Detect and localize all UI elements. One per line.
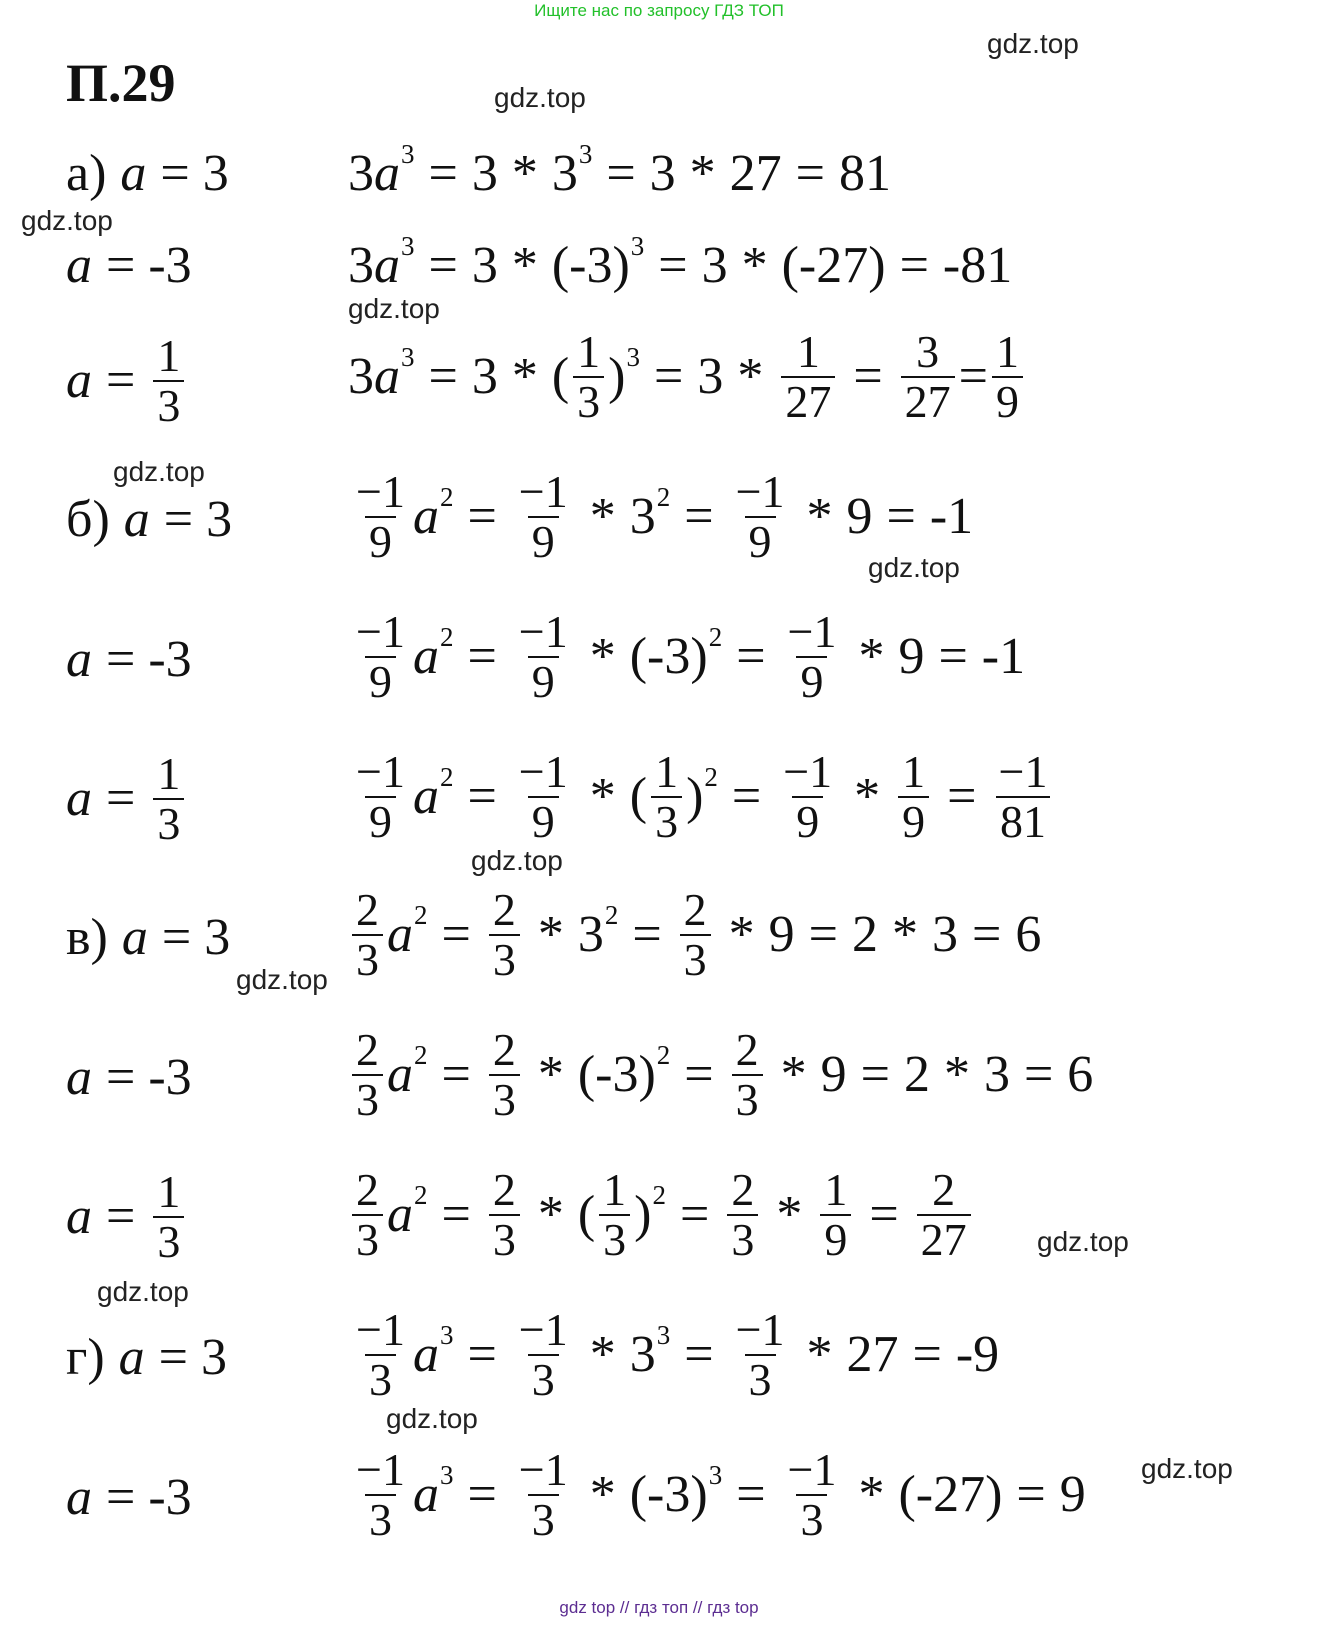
section-v-row1-equation: $\frac{2}{3}$ a $^2$ = $\frac{2}{3}$ * 3 $^2$ = $\frac{2}{3}$ * 9 = 2 * 3 = 6 (348, 886, 1041, 985)
section-g-row2-lhs: a = -3 (66, 1469, 192, 1526)
section-b-row2-equation: $\frac{-1}{9}$ a $^2$ = $\frac{-1}{9}$ * (-3) $^2$ = $\frac{-1}{9}$ * 9 = -1 (356, 606, 1026, 708)
section-b-row2-lhs: a = -3 (66, 631, 192, 688)
watermark: gdz.top (987, 28, 1079, 59)
watermark: gdz.top (1141, 1453, 1233, 1484)
watermark: gdz.top (236, 964, 328, 995)
search-banner: Ищите нас по запросу ГДЗ ТОП (534, 1, 784, 20)
lhs-value: = 3 (160, 145, 229, 202)
section-a-row3-lhs: a = $\frac{1}{3}$ (66, 332, 188, 431)
page-title: П.29 (66, 53, 176, 113)
watermark: gdz.top (1037, 1226, 1129, 1257)
section-b-row1-lhs: б) a = 3 (66, 491, 233, 548)
watermark: gdz.top (113, 456, 205, 487)
section-v-row3-equation: $\frac{2}{3}$ a $^2$ = $\frac{2}{3}$ * ( $\frac{1}{3}$ ) $^2$ = $\frac{2}{3}$ * $\frac{1}{9}$ = $\frac{2}{27}$ (348, 1166, 975, 1265)
section-b-row3-equation: $\frac{-1}{9}$ a $^2$ = $\frac{-1}{9}$ * ( $\frac{1}{3}$ ) $^2$ = $\frac{-1}{9}$ * $\frac{1}{9}$ = $\frac{-1}{81}$ (348, 748, 1055, 847)
section-a-row3-equation: 3 a $^3$ = 3 * ( $\frac{1}{3}$ ) $^3$ = 3 * $\frac{1}{27}$ = $\frac{3}{27}$ = $\frac{1}{9}$ (348, 328, 1027, 427)
watermark: gdz.top (21, 205, 113, 236)
section-label: в) (66, 909, 108, 966)
section-v-row2-lhs: a = -3 (66, 1049, 192, 1106)
section-label: б) (66, 491, 110, 548)
section-b-row3-lhs: a = $\frac{1}{3}$ (66, 750, 188, 849)
section-a-row1-equation: 3 a $^3$ = 3 * 3 $^3$ = 3 * 27 = 81 (348, 138, 891, 202)
section-v-row2-equation: $\frac{2}{3}$ a $^2$ = $\frac{2}{3}$ * (-3) $^2$ = $\frac{2}{3}$ * 9 = 2 * 3 = 6 (348, 1026, 1093, 1125)
section-label: г) (66, 1329, 105, 1386)
watermark: gdz.top (386, 1403, 478, 1434)
section-g-row1-equation: $\frac{-1}{3}$ a $^3$ = $\frac{-1}{3}$ * 3 $^3$ = $\frac{-1}{3}$ * 27 = -9 (356, 1304, 1000, 1406)
section-a-row2-equation: 3 a $^3$ = 3 * (-3) $^3$ = 3 * (-27) = -81 (348, 230, 1013, 294)
watermark: gdz.top (494, 82, 586, 113)
footer-links[interactable]: gdz top // гдз топ // гдз top (559, 1598, 759, 1617)
watermark: gdz.top (97, 1276, 189, 1307)
variable: a (120, 145, 147, 202)
section-a-row2-lhs: a = -3 (66, 237, 192, 294)
section-v-row3-lhs: a = $\frac{1}{3}$ (66, 1168, 188, 1267)
watermark: gdz.top (471, 845, 563, 876)
watermark: gdz.top (348, 293, 440, 324)
watermark: gdz.top (868, 552, 960, 583)
section-g-row2-equation: $\frac{-1}{3}$ a $^3$ = $\frac{-1}{3}$ * (-3) $^3$ = $\frac{-1}{3}$ * (-27) = 9 (356, 1444, 1086, 1546)
section-g-row1-lhs: г) a = 3 (66, 1329, 227, 1386)
section-a-row1-lhs (66, 145, 229, 202)
section-label: а) (66, 145, 107, 202)
section-b-row1-equation: $\frac{-1}{9}$ a $^2$ = $\frac{-1}{9}$ * 3 $^2$ = $\frac{-1}{9}$ * 9 = -1 (356, 466, 974, 568)
section-v-row1-lhs: в) a = 3 (66, 909, 231, 966)
